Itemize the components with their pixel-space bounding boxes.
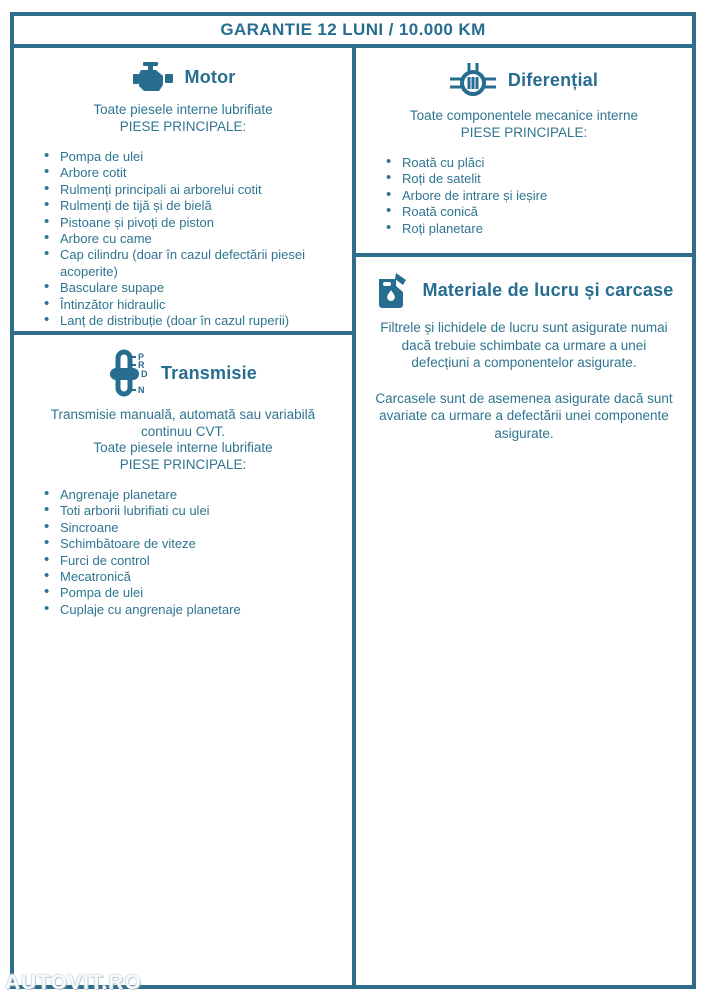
gear-shifter-icon [109, 349, 149, 397]
list-item: • Cap cilindru (doar în cazul defectării piesei acoperite) [44, 247, 322, 280]
diferential-parts-list [356, 155, 692, 237]
differential-icon [450, 62, 496, 98]
diferential-intro-line: PIESE PRINCIPALE: [460, 124, 588, 140]
list-item: • Pompa de ulei [44, 149, 322, 165]
transmisie-intro-line: PIESE PRINCIPALE: [119, 456, 247, 472]
motor-intro-line: PIESE PRINCIPALE: [119, 118, 247, 134]
section-title-materiale: Materiale de lucru și carcase [422, 279, 674, 300]
motor-header [14, 62, 352, 92]
oil-canister-icon [375, 271, 411, 309]
list-item: • Arbore cu came [44, 231, 322, 247]
list-item: • Pistoane și pivoți de piston [44, 215, 322, 231]
transmisie-intro-line: Toate piesele interne lubrifiate [93, 440, 273, 455]
materiale-paragraph: Carcasele sunt de asemenea asigurate dacă sunt avariate ca urmare a defectării unei componente asigurate. [375, 390, 673, 441]
section-transmisie [14, 335, 352, 985]
list-item: • Toti arborii lubrifiati cu ulei [44, 503, 322, 519]
materiale-header [356, 271, 692, 309]
svg-text:D: D [140, 369, 148, 379]
section-motor [14, 48, 352, 335]
list-item: • Întinzător hidraulic [44, 297, 322, 313]
engine-icon [131, 62, 173, 92]
list-item: • Rulmenți de tijă și de bielă [44, 198, 322, 214]
list-item: • Rulmenți principali ai arborelui cotit [44, 182, 322, 198]
svg-text:N: N [137, 385, 145, 395]
list-item: • Mecatronică [44, 569, 322, 585]
list-item: • Roți planetare [386, 221, 662, 237]
svg-text:R: R [137, 360, 145, 370]
materiale-paragraph: Filtrele și lichidele de lucru sunt asigurate numai dacă trebuie schimbate ca urmare a unei defecțiuni a componentelor asigurate. [380, 320, 668, 370]
section-title-diferential: Diferențial [507, 69, 599, 90]
motor-intro-line: Toate piesele interne lubrifiate [93, 102, 273, 117]
list-item: • Cuplaje cu angrenaje planetare [44, 602, 322, 618]
diferential-header [356, 62, 692, 98]
diferential-intro-line: Toate componentele mecanice interne [409, 108, 639, 123]
transmisie-intro-line: Transmisie manuală, automată sau variabilă continuu CVT. [50, 407, 316, 439]
list-item: • Basculare supape [44, 280, 322, 296]
transmisie-parts-list [14, 487, 352, 618]
list-item: • Arbore de intrare și ieșire [386, 188, 662, 204]
section-title-motor: Motor [184, 66, 236, 87]
page-title: GARANTIE 12 LUNI / 10.000 KM [14, 16, 692, 48]
list-item: • Angrenaje planetare [44, 487, 322, 503]
section-diferential [356, 48, 692, 257]
warranty-frame [10, 12, 696, 989]
list-item: • Arbore cotit [44, 165, 322, 181]
transmisie-header [14, 349, 352, 397]
list-item: • Furci de control [44, 553, 322, 569]
list-item: • Pompa de ulei [44, 585, 322, 601]
motor-parts-list [14, 149, 352, 329]
columns [14, 48, 692, 985]
left-column [14, 48, 356, 985]
list-item: • Roată conică [386, 204, 662, 220]
right-column [356, 48, 692, 985]
list-item: • Schimbătoare de viteze [44, 536, 322, 552]
list-item: • Roți de satelit [386, 171, 662, 187]
list-item: • Roată cu plăci [386, 155, 662, 171]
section-materiale [356, 257, 692, 985]
list-item: • Sincroane [44, 520, 322, 536]
watermark-autovit: AUTOVIT.RO [5, 971, 142, 994]
svg-text:P: P [137, 352, 144, 362]
section-title-transmisie: Transmisie [160, 362, 258, 383]
list-item: • Lanț de distribuție (doar în cazul ruperii) [44, 313, 322, 329]
